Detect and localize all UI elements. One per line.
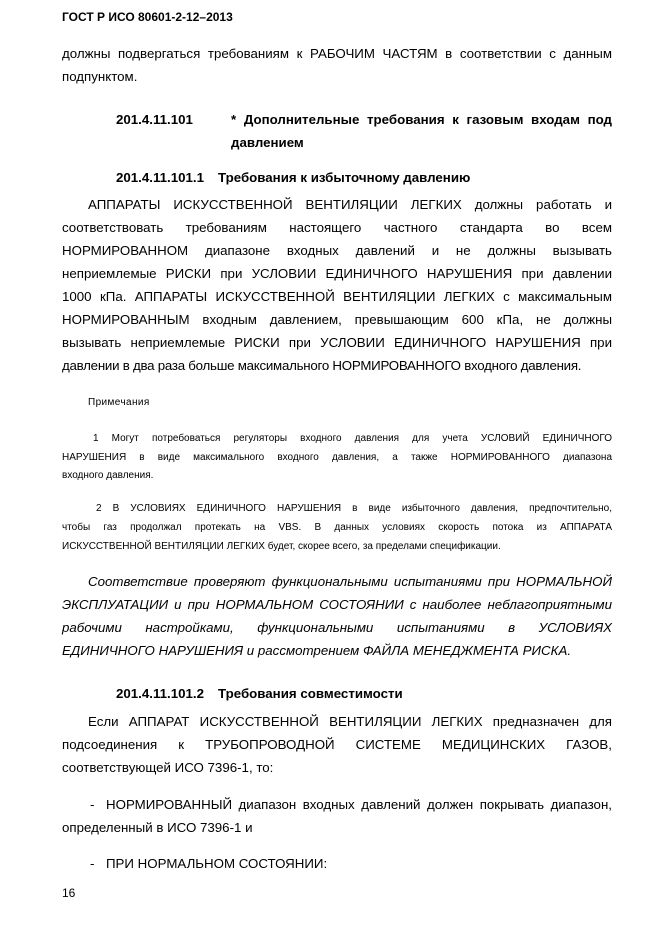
- paragraph-line: Если АППАРАТ ИСКУССТВЕННОЙ ВЕНТИЛЯЦИИ ЛЕГКИХ предназначен для: [88, 714, 612, 729]
- document-header: ГОСТ Р ИСО 80601-2-12–2013: [62, 10, 233, 24]
- compliance-line: рабочими настройками, функциональными испытаниями в УСЛОВИЯХ: [62, 620, 612, 635]
- list-item-line: определенный в ИСО 7396-1 и: [62, 820, 253, 835]
- section-number: 201.4.11.101: [116, 112, 193, 127]
- paragraph-line: 1000 кПа. АППАРАТЫ ИСКУССТВЕННОЙ ВЕНТИЛЯЦИИ ЛЕГКИХ с максимальным: [62, 289, 612, 304]
- paragraph-line: соответствующей ИСО 7396-1, то:: [62, 760, 274, 775]
- list-bullet: -: [90, 856, 95, 871]
- note-line: 2 В УСЛОВИЯХ ЕДИНИЧНОГО НАРУШЕНИЯ в виде избыточного давления, предпочтительно,: [96, 503, 612, 514]
- paragraph-line: НОРМИРОВАННОМ диапазоне входных давлений и не должны вызывать: [62, 243, 612, 258]
- intro-line-2: подпунктом.: [62, 69, 138, 84]
- list-item-line: ПРИ НОРМАЛЬНОМ СОСТОЯНИИ:: [106, 856, 328, 871]
- compliance-line: ЭКСПЛУАТАЦИИ и при НОРМАЛЬНОМ СОСТОЯНИИ с наиболее неблагоприятными: [62, 597, 612, 612]
- note-line: входного давления.: [62, 470, 154, 481]
- list-item-line: НОРМИРОВАННЫЙ диапазон входных давлений должен покрывать диапазон,: [106, 797, 612, 812]
- note-line: чтобы газ продолжал протекать на VBS. В данных условиях скорость потока из АППАРАТА: [62, 522, 612, 533]
- section-title: * Дополнительные требования к газовым входам под: [231, 112, 612, 127]
- compliance-line: Соответствие проверяют функциональными испытаниями при НОРМАЛЬНОЙ: [88, 574, 612, 589]
- compliance-line: ЕДИНИЧНОГО НАРУШЕНИЯ и рассмотрением ФАЙЛА МЕНЕДЖМЕНТА РИСКА.: [62, 643, 572, 658]
- note-line: НАРУШЕНИЯ в виде максимального входного давления, а также НОРМИРОВАННОГО диапазона: [62, 452, 612, 463]
- paragraph-line: подсоединения к ТРУБОПРОВОДНОЙ СИСТЕМЕ МЕДИЦИНСКИХ ГАЗОВ,: [62, 737, 612, 752]
- paragraph-line: давлении в два раза больше максимального НОРМИРОВАННОГО входного давления.: [62, 358, 582, 373]
- paragraph-line: вызывать неприемлемые РИСКИ при УСЛОВИИ ЕДИНИЧНОГО НАРУШЕНИЯ при: [62, 335, 612, 350]
- subsection-title: Требования совместимости: [218, 686, 403, 701]
- paragraph-line: соответствовать требованиям настоящего частного стандарта во всем: [62, 220, 612, 235]
- page-number: 16: [62, 886, 76, 900]
- list-bullet: -: [90, 797, 95, 812]
- note-line: 1 Могут потребоваться регуляторы входного давления для учета УСЛОВИЙ ЕДИНИЧНОГО: [93, 433, 612, 444]
- subsection-number: 201.4.11.101.2: [116, 686, 204, 701]
- paragraph-line: неприемлемые РИСКИ при УСЛОВИИ ЕДИНИЧНОГО НАРУШЕНИЯ при давлении: [62, 266, 612, 281]
- intro-line-1: должны подвергаться требованиям к РАБОЧИМ ЧАСТЯМ в соответствии с данным: [62, 46, 612, 61]
- paragraph-line: НОРМИРОВАННЫМ входным давлением, превышающим 600 кПа, не должны: [62, 312, 612, 327]
- notes-label: Примечания: [88, 397, 150, 408]
- paragraph-line: АППАРАТЫ ИСКУССТВЕННОЙ ВЕНТИЛЯЦИИ ЛЕГКИХ должны работать и: [88, 197, 612, 212]
- note-line: ИСКУССТВЕННОЙ ВЕНТИЛЯЦИИ ЛЕГКИХ будет, скорее всего, за пределами спецификации.: [62, 541, 501, 552]
- subsection-title: Требования к избыточному давлению: [218, 170, 471, 185]
- subsection-number: 201.4.11.101.1: [116, 170, 204, 185]
- section-title-cont: давлением: [231, 135, 304, 150]
